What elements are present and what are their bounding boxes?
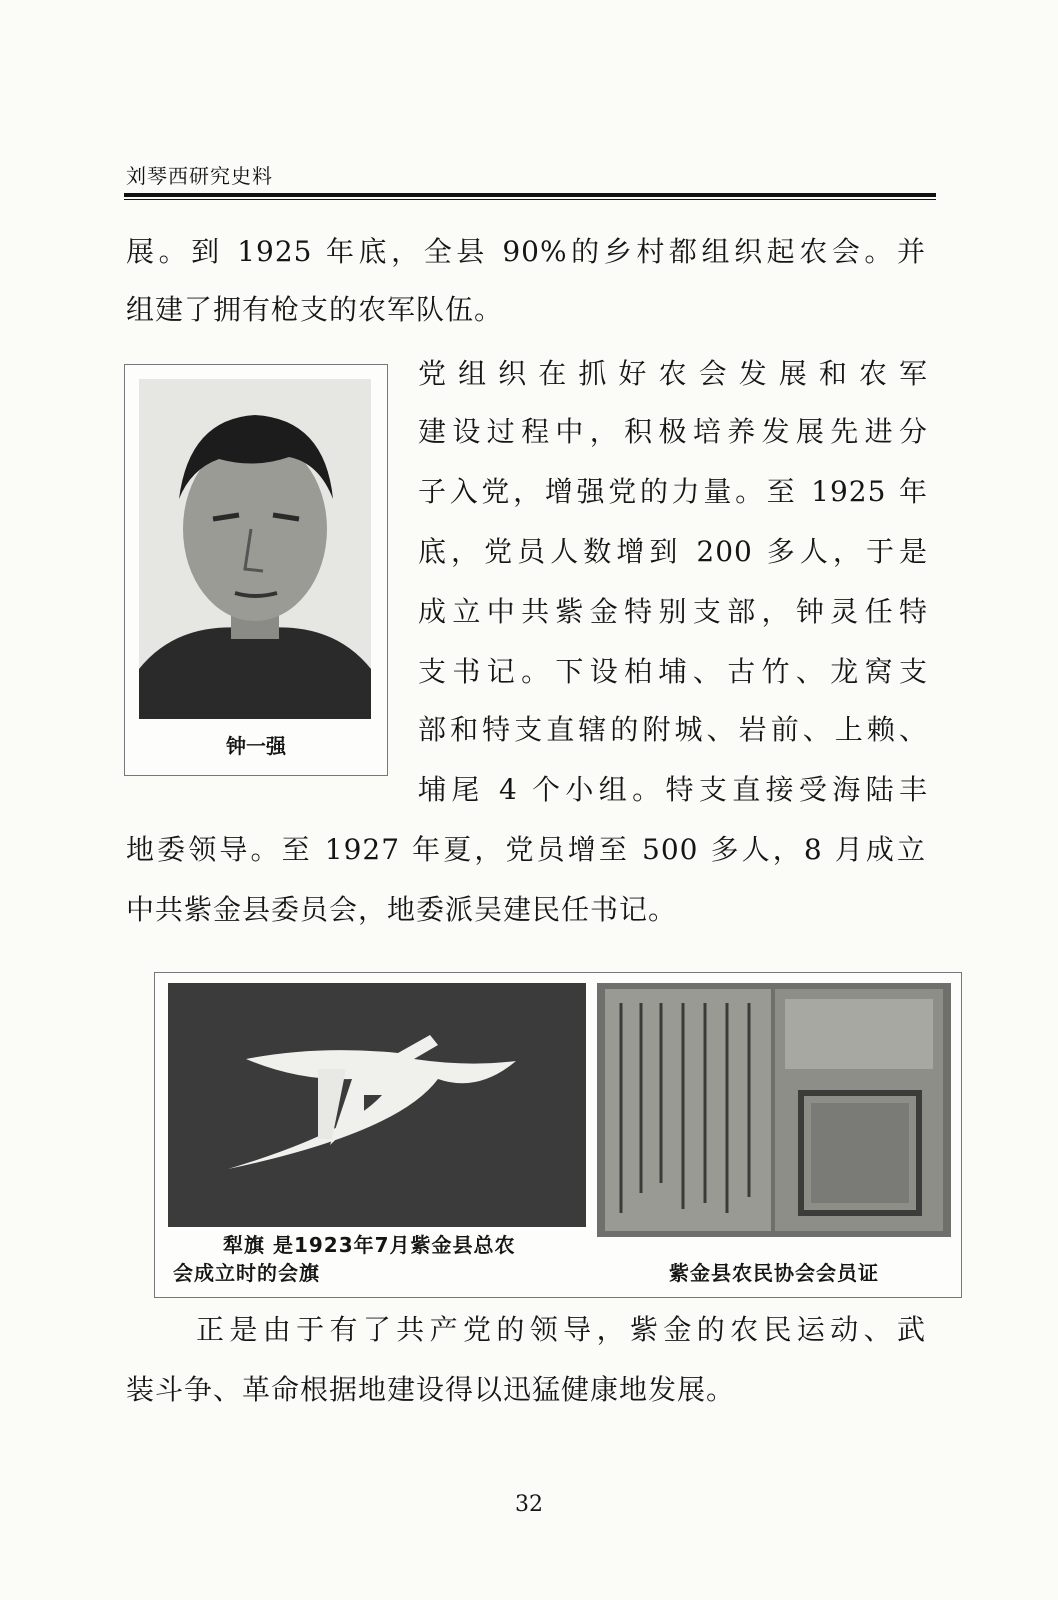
caption-line: 会成立时的会旗 (173, 1261, 320, 1285)
header-rule-thin (124, 199, 936, 200)
membership-card-photo (597, 983, 951, 1237)
membership-card-caption: 紫金县农民协会会员证 (669, 1261, 879, 1285)
body-line: 组建了拥有枪支的农军队伍。 (126, 293, 504, 326)
portrait-photo (139, 379, 371, 719)
running-header (124, 160, 936, 200)
page-number: 32 (515, 1492, 543, 1517)
body-line: 底，党员人数增到 200 多人，于是 (418, 535, 928, 568)
figure-panel (154, 972, 962, 1298)
portrait-figure (124, 364, 388, 776)
body-line: 子入党，增强党的力量。至 1925 年 (418, 475, 928, 508)
body-line: 支书记。下设柏埔、古竹、龙窝支 (418, 655, 928, 688)
header-rule (124, 193, 936, 197)
caption-line: 犁旗 是1923年7月紫金县总农 (223, 1233, 516, 1257)
body-line: 党组织在抓好农会发展和农军 (418, 357, 928, 390)
body-line: 建设过程中，积极培养发展先进分 (418, 415, 928, 448)
book-title: 刘琴西研究史料 (126, 164, 273, 188)
body-line: 成立中共紫金特别支部，钟灵任特 (418, 595, 928, 628)
body-line: 正是由于有了共产党的领导，紫金的农民运动、武 (196, 1313, 926, 1346)
body-line: 中共紫金县委员会，地委派吴建民任书记。 (126, 893, 678, 926)
plough-flag-caption (173, 1231, 583, 1287)
body-line: 埔尾 4 个小组。特支直接受海陆丰 (418, 773, 928, 806)
plough-flag-photo (168, 983, 586, 1227)
portrait-caption: 钟一强 (226, 734, 286, 758)
body-line: 部和特支直辖的附城、岩前、上赖、 (418, 713, 928, 746)
body-line: 展。到 1925 年底，全县 90%的乡村都组织起农会。并 (126, 235, 926, 268)
body-line: 装斗争、革命根据地建设得以迅猛健康地发展。 (126, 1373, 736, 1406)
body-line: 地委领导。至 1927 年夏，党员增至 500 多人，8 月成立 (126, 833, 926, 866)
